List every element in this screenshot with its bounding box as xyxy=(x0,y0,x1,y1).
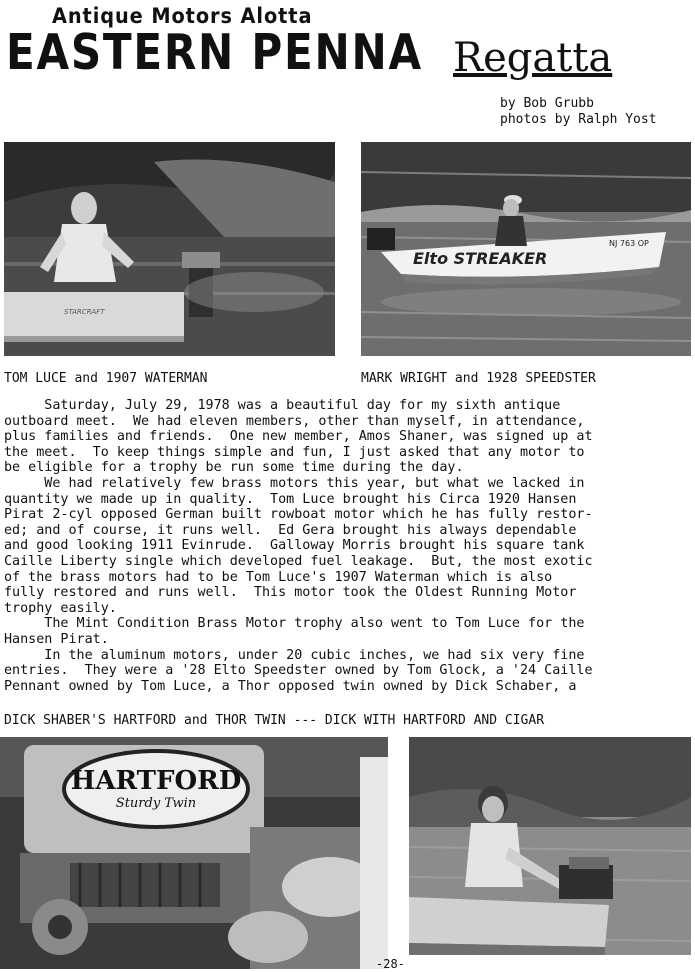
regatta-word: Regatta xyxy=(453,35,613,81)
article-line: Pennant owned by Tom Luce, a Thor opposed twin owned by Dick Schaber, a xyxy=(4,678,577,694)
article-line: In the aluminum motors, under 20 cubic inches, we had six very fine xyxy=(4,647,585,663)
article-line: We had relatively few brass motors this year, but what we lacked in xyxy=(4,475,585,491)
boat-registration: NJ 763 OP xyxy=(609,239,649,248)
article-line: fully restored and runs well. This motor took the Oldest Running Motor xyxy=(4,585,577,601)
article-body xyxy=(4,398,692,694)
article-line: Caille Liberty single which developed fuel leakage. But, the most exotic xyxy=(4,553,593,569)
byline-author: by Bob Grubb xyxy=(500,96,594,111)
article-line: and good looking 1911 Evinrude. Galloway Morris brought his square tank xyxy=(4,538,585,554)
photo-hartford-motor xyxy=(0,737,388,969)
article-line: Saturday, July 29, 1978 was a beautiful day for my sixth antique xyxy=(4,398,561,413)
photo-dick-boat xyxy=(409,737,691,955)
hartford-brand: HARTFORD xyxy=(70,766,242,796)
article-line: entries. They were a '28 Elto Speedster owned by Tom Glock, a '24 Caille xyxy=(4,663,593,679)
caption-bottom: DICK SHABER'S HARTFORD and THOR TWIN --- DICK WITH HARTFORD AND CIGAR xyxy=(4,713,545,728)
hartford-model: Sturdy Twin xyxy=(115,796,197,811)
article-line: plus families and friends. One new member, Amos Shaner, was signed up at xyxy=(4,429,593,445)
article-line: be eligible for a trophy be run some time during the day. xyxy=(4,460,464,476)
byline-photos: photos by Ralph Yost xyxy=(500,112,657,127)
byline xyxy=(500,96,657,128)
article-line: outboard meet. We had eleven members, other than myself, in attendance, xyxy=(4,413,585,429)
article-line: ed; and of course, it runs well. Ed Gera brought his always dependable xyxy=(4,522,577,538)
page-title: EASTERN PENNA xyxy=(6,24,423,81)
photo-mark-wright xyxy=(361,142,691,356)
boat-brand-label: STARCRAFT xyxy=(64,308,105,316)
page-number: -28- xyxy=(376,957,405,971)
article-line: the meet. To keep things simple and fun, I just asked that any motor to xyxy=(4,444,585,460)
caption-top-right: MARK WRIGHT and 1928 SPEEDSTER xyxy=(361,371,596,386)
caption-top-left: TOM LUCE and 1907 WATERMAN xyxy=(4,371,208,386)
article-line: trophy easily. xyxy=(4,600,117,616)
photo-tom-luce xyxy=(4,142,335,356)
kicker-title: Antique Motors Alotta xyxy=(52,4,313,28)
article-line: of the brass motors had to be Tom Luce's 1907 Waterman which is also xyxy=(4,569,553,585)
boat-lettering: Elto STREAKER xyxy=(413,249,548,268)
article-line: The Mint Condition Brass Motor trophy also went to Tom Luce for the xyxy=(4,616,585,632)
page-title-regatta xyxy=(453,35,613,81)
article-line: quantity we made up in quality. Tom Luce brought his Circa 1920 Hansen xyxy=(4,491,577,507)
article-line: Hansen Pirat. xyxy=(4,631,109,647)
article-line: Pirat 2-cyl opposed German built rowboat motor which he has fully restor- xyxy=(4,507,593,523)
